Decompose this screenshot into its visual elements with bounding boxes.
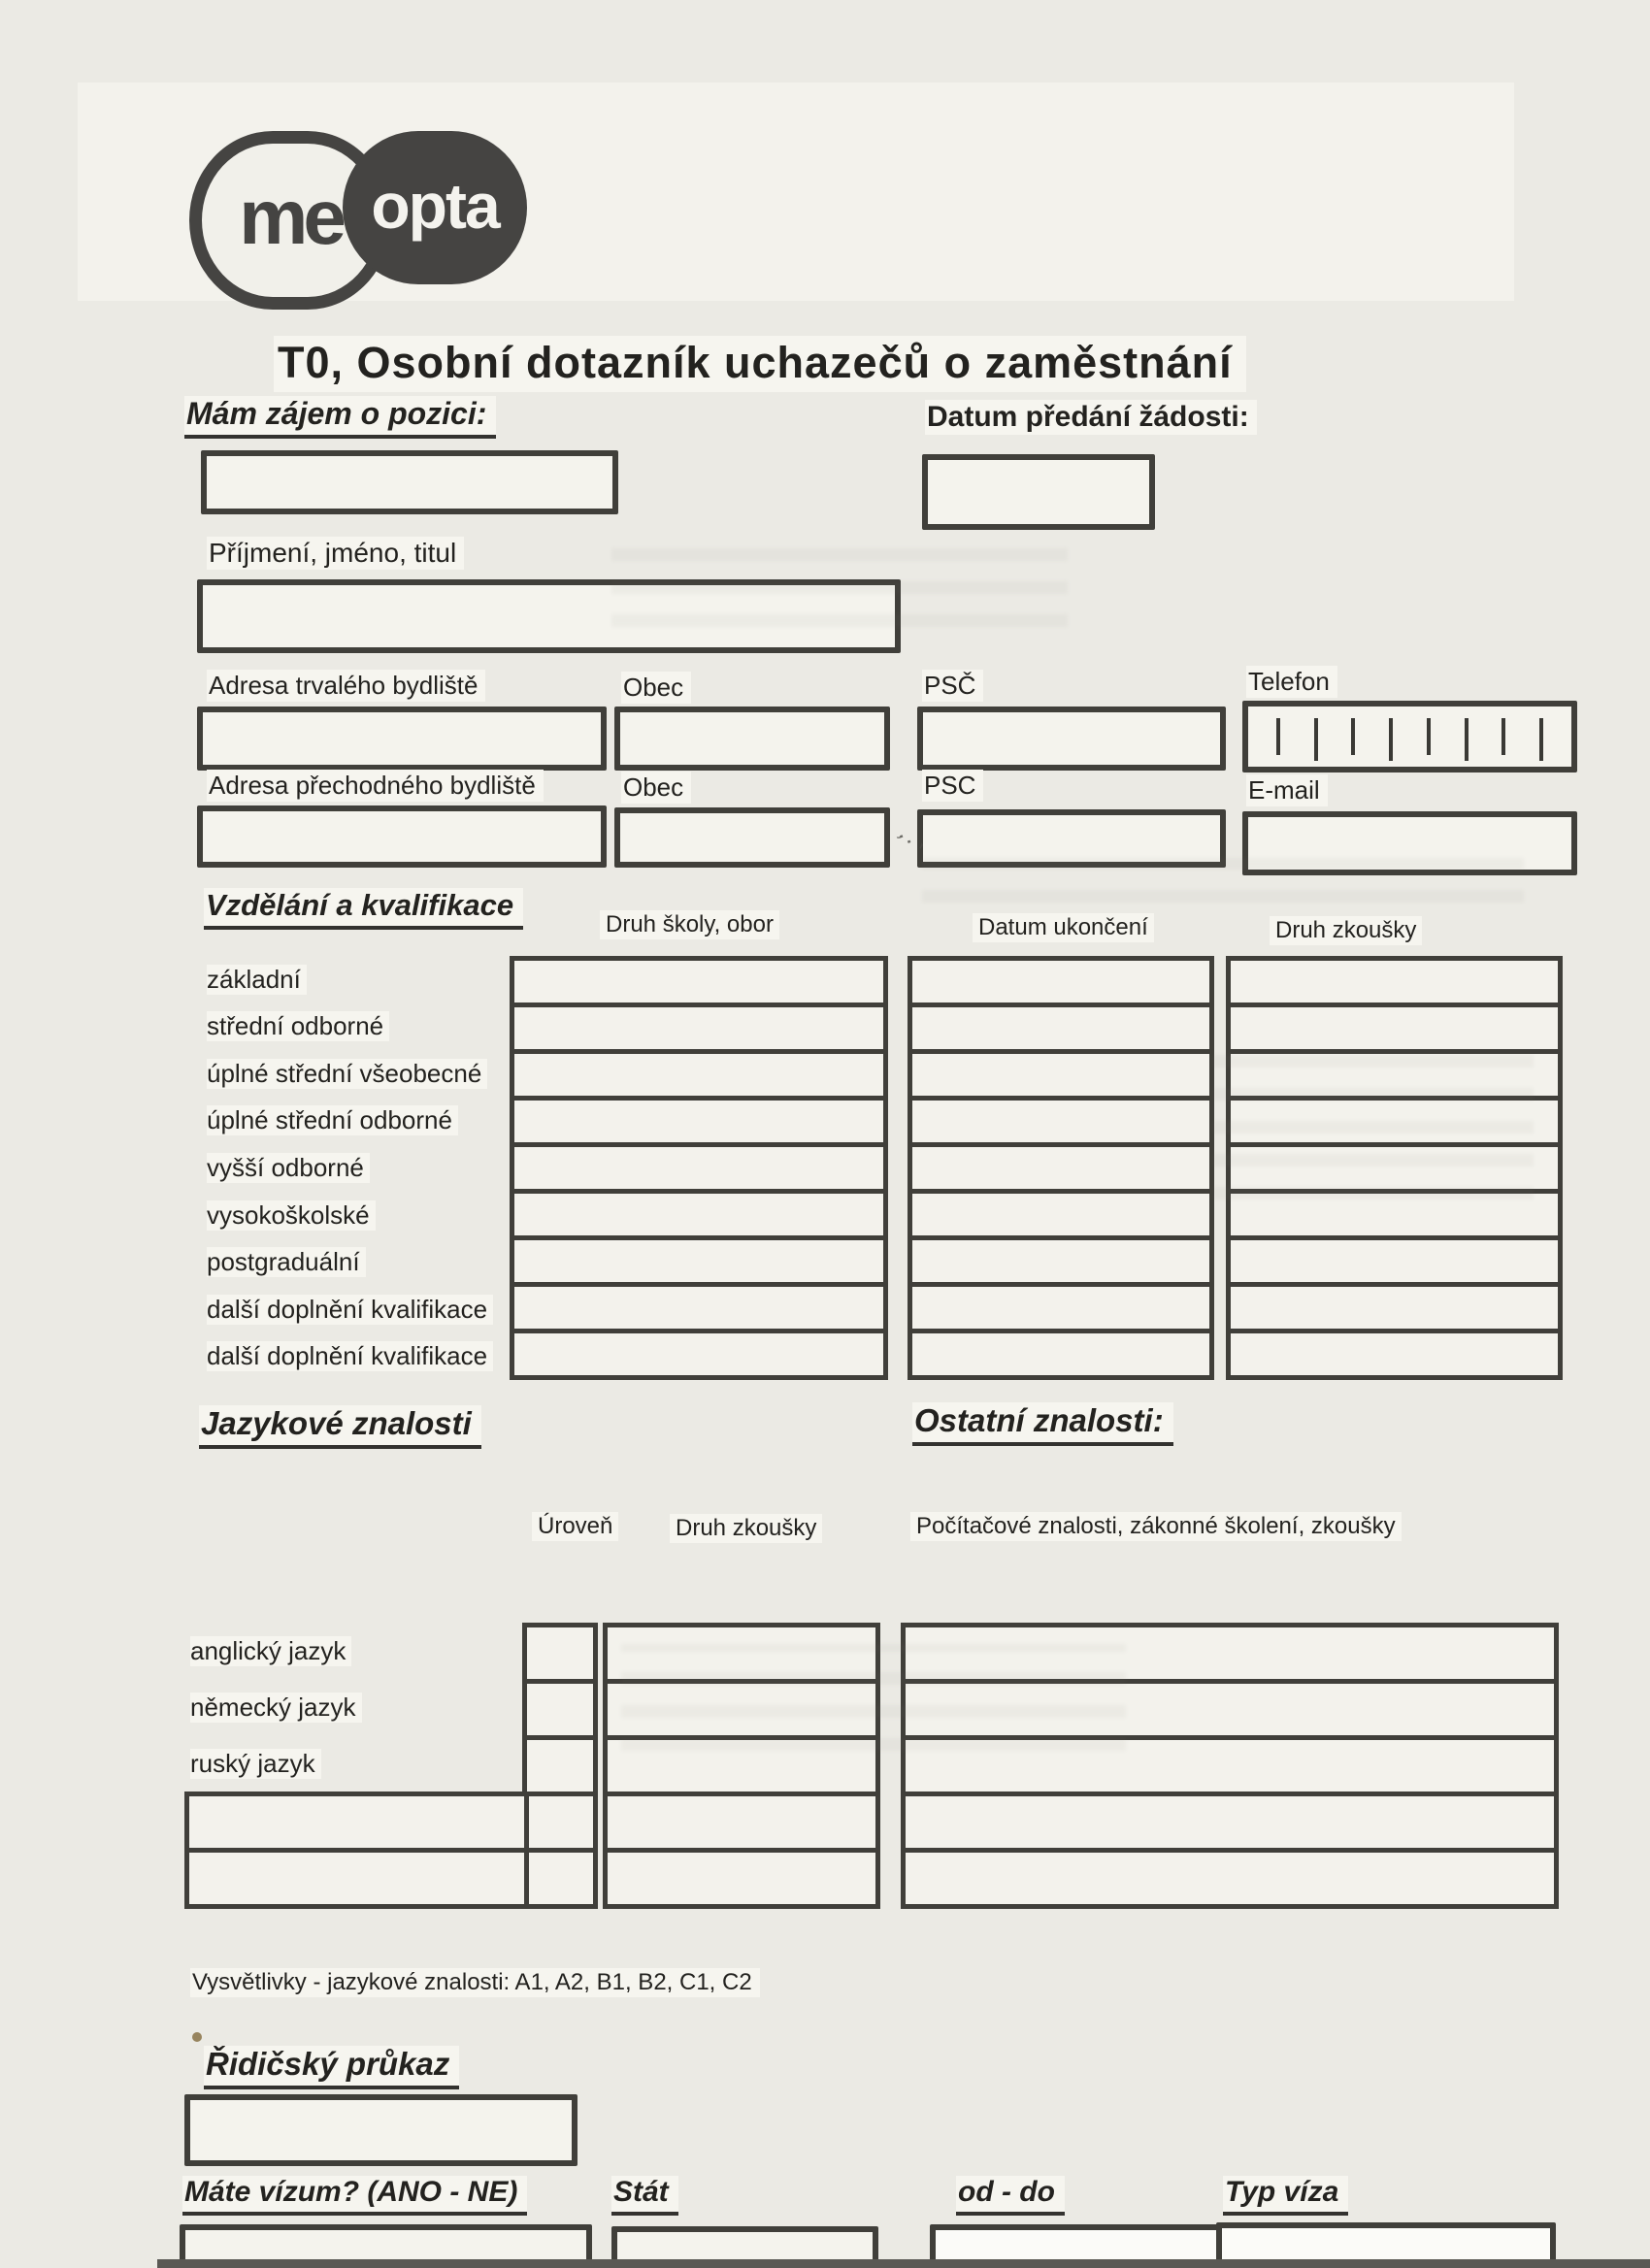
language-exam-cell[interactable] (603, 1848, 880, 1909)
name-label: Příjmení, jméno, titul (207, 537, 464, 570)
education-exam-cell[interactable] (1226, 1049, 1563, 1101)
education-school-cell[interactable] (510, 1049, 888, 1101)
driving-licence-header: Řidičský průkaz (204, 2046, 459, 2089)
visa-question-header: Máte vízum? (ANO - NE) (182, 2176, 527, 2216)
education-date-cell[interactable] (908, 1282, 1214, 1333)
education-row-label (207, 1286, 512, 1333)
address-permanent-input[interactable] (197, 707, 607, 771)
education-date-cell[interactable] (908, 1049, 1214, 1101)
education-col3-header: Druh zkoušky (1270, 916, 1422, 945)
psc1-input[interactable] (917, 707, 1226, 771)
obec1-input[interactable] (614, 707, 890, 771)
visa-state-header: Stát (611, 2176, 678, 2216)
education-date-cell[interactable] (908, 956, 1214, 1007)
meopta-logo (189, 131, 524, 288)
language-exam-cell[interactable] (603, 1791, 880, 1853)
language-row-labels (190, 1623, 515, 1791)
telefon-label: Telefon (1246, 666, 1337, 698)
language-level-header: Úroveň (532, 1512, 618, 1541)
education-date-cell[interactable] (908, 1003, 1214, 1054)
education-date-cell[interactable] (908, 1235, 1214, 1287)
education-school-cell[interactable] (510, 1282, 888, 1333)
language-extra-name-cell[interactable] (184, 1848, 529, 1909)
education-row-label (207, 1192, 512, 1239)
obec2-input[interactable] (614, 807, 890, 868)
obec2-label: Obec (621, 772, 691, 804)
language-level-column (522, 1623, 598, 1909)
psc2-label: PSC (922, 770, 983, 802)
education-exam-cell[interactable] (1226, 1142, 1563, 1194)
education-exam-cell[interactable] (1226, 1329, 1563, 1380)
other-skills-row-cell[interactable] (901, 1791, 1559, 1853)
education-row-label-text: základní (207, 965, 307, 995)
other-skills-subheader: Počítačové znalosti, zákonné školení, zkoušky (910, 1512, 1402, 1541)
education-row-label (207, 1003, 512, 1051)
language-extra-name-cell[interactable] (184, 1791, 529, 1853)
position-header: Mám zájem o pozici: (184, 396, 496, 439)
form-title: T0, Osobní dotazník uchazečů o zaměstnání (274, 336, 1246, 392)
other-skills-box (901, 1623, 1559, 1909)
language-legend: Vysvětlivky - jazykové znalosti: A1, A2, B1, B2, C1, C2 (190, 1968, 760, 1997)
education-row-label-text: postgraduální (207, 1247, 366, 1277)
education-row-label (207, 1238, 512, 1286)
education-exam-cell[interactable] (1226, 956, 1563, 1007)
visa-type-header: Typ víza (1223, 2176, 1348, 2216)
language-row-label-text: anglický jazyk (190, 1636, 351, 1666)
psc2-input[interactable] (917, 809, 1226, 868)
education-row-label-text: další doplnění kvalifikace (207, 1295, 493, 1325)
education-row-label (207, 1050, 512, 1098)
education-row-label-text: další doplnění kvalifikace (207, 1341, 493, 1371)
other-skills-row-cell[interactable] (901, 1679, 1559, 1740)
language-exam-cell[interactable] (603, 1735, 880, 1796)
telefon-input[interactable] (1242, 701, 1577, 772)
language-exam-cell[interactable] (603, 1679, 880, 1740)
education-row-label-text: střední odborné (207, 1011, 389, 1041)
date-submitted-label: Datum předání žádosti: (925, 400, 1257, 435)
date-submitted-input[interactable] (922, 454, 1155, 530)
language-row-label (190, 1735, 515, 1791)
languages-header: Jazykové znalosti (199, 1405, 481, 1449)
language-extra-rows (184, 1791, 529, 1909)
other-skills-row-cell[interactable] (901, 1848, 1559, 1909)
education-col1-header: Druh školy, obor (600, 910, 779, 939)
language-level-cell[interactable] (522, 1623, 598, 1684)
education-col2-header: Datum ukončení (973, 913, 1154, 942)
education-school-cell[interactable] (510, 1235, 888, 1287)
education-header: Vzdělání a kvalifikace (204, 888, 523, 930)
language-row-label-text: ruský jazyk (190, 1749, 321, 1779)
language-level-cell[interactable] (522, 1848, 598, 1909)
scan-artifact-squiggle: ,·` (893, 825, 930, 858)
scan-bed-edge (157, 2259, 1650, 2268)
language-exam-column (603, 1623, 880, 1909)
education-exam-column (1226, 956, 1563, 1380)
logo-left-text: me (239, 174, 342, 260)
name-input[interactable] (197, 579, 901, 653)
education-row-label-text: vysokoškolské (207, 1200, 376, 1231)
language-row-label-text: německý jazyk (190, 1693, 362, 1723)
education-row-labels (207, 956, 512, 1380)
email-input[interactable] (1242, 811, 1577, 875)
scan-artifact-dot (192, 2032, 202, 2042)
address-temporary-input[interactable] (197, 805, 607, 868)
language-level-cell[interactable] (522, 1679, 598, 1740)
education-exam-cell[interactable] (1226, 1282, 1563, 1333)
language-exam-header: Druh zkoušky (670, 1514, 822, 1543)
education-row-label (207, 1144, 512, 1192)
education-school-cell[interactable] (510, 1329, 888, 1380)
education-date-cell[interactable] (908, 1329, 1214, 1380)
education-school-cell[interactable] (510, 1003, 888, 1054)
education-exam-cell[interactable] (1226, 1189, 1563, 1240)
logo-right-lobe (343, 131, 527, 284)
language-row-label (190, 1679, 515, 1735)
other-skills-row-cell[interactable] (901, 1623, 1559, 1684)
education-date-cell[interactable] (908, 1096, 1214, 1147)
address-permanent-label: Adresa trvalého bydliště (207, 670, 485, 702)
other-skills-header: Ostatní znalosti: (912, 1402, 1173, 1446)
education-row-label-text: vyšší odborné (207, 1153, 370, 1183)
education-exam-cell[interactable] (1226, 1003, 1563, 1054)
education-exam-cell[interactable] (1226, 1235, 1563, 1287)
education-date-cell[interactable] (908, 1142, 1214, 1194)
education-school-cell[interactable] (510, 1189, 888, 1240)
education-row-label (207, 956, 512, 1003)
education-row-label-text: úplné střední odborné (207, 1105, 458, 1135)
language-row-label (190, 1623, 515, 1679)
language-exam-cell[interactable] (603, 1623, 880, 1684)
education-school-cell[interactable] (510, 1096, 888, 1147)
position-input[interactable] (201, 450, 618, 514)
logo-right-text: opta (371, 170, 499, 242)
education-school-cell[interactable] (510, 1142, 888, 1194)
language-level-cell[interactable] (522, 1735, 598, 1796)
education-school-cell[interactable] (510, 956, 888, 1007)
obec1-label: Obec (621, 672, 691, 704)
email-label: E-mail (1246, 774, 1328, 806)
education-row-label-text: úplné střední všeobecné (207, 1059, 487, 1089)
education-date-column (908, 956, 1214, 1380)
visa-from-to-header: od - do (956, 2176, 1065, 2216)
education-school-column (510, 956, 888, 1380)
education-row-label (207, 1098, 512, 1145)
education-date-cell[interactable] (908, 1189, 1214, 1240)
education-row-label (207, 1333, 512, 1381)
address-temporary-label: Adresa přechodného bydliště (207, 770, 544, 802)
driving-licence-input[interactable] (184, 2094, 578, 2166)
education-exam-cell[interactable] (1226, 1096, 1563, 1147)
psc1-label: PSČ (922, 670, 983, 702)
language-level-cell[interactable] (522, 1791, 598, 1853)
other-skills-row-cell[interactable] (901, 1735, 1559, 1796)
